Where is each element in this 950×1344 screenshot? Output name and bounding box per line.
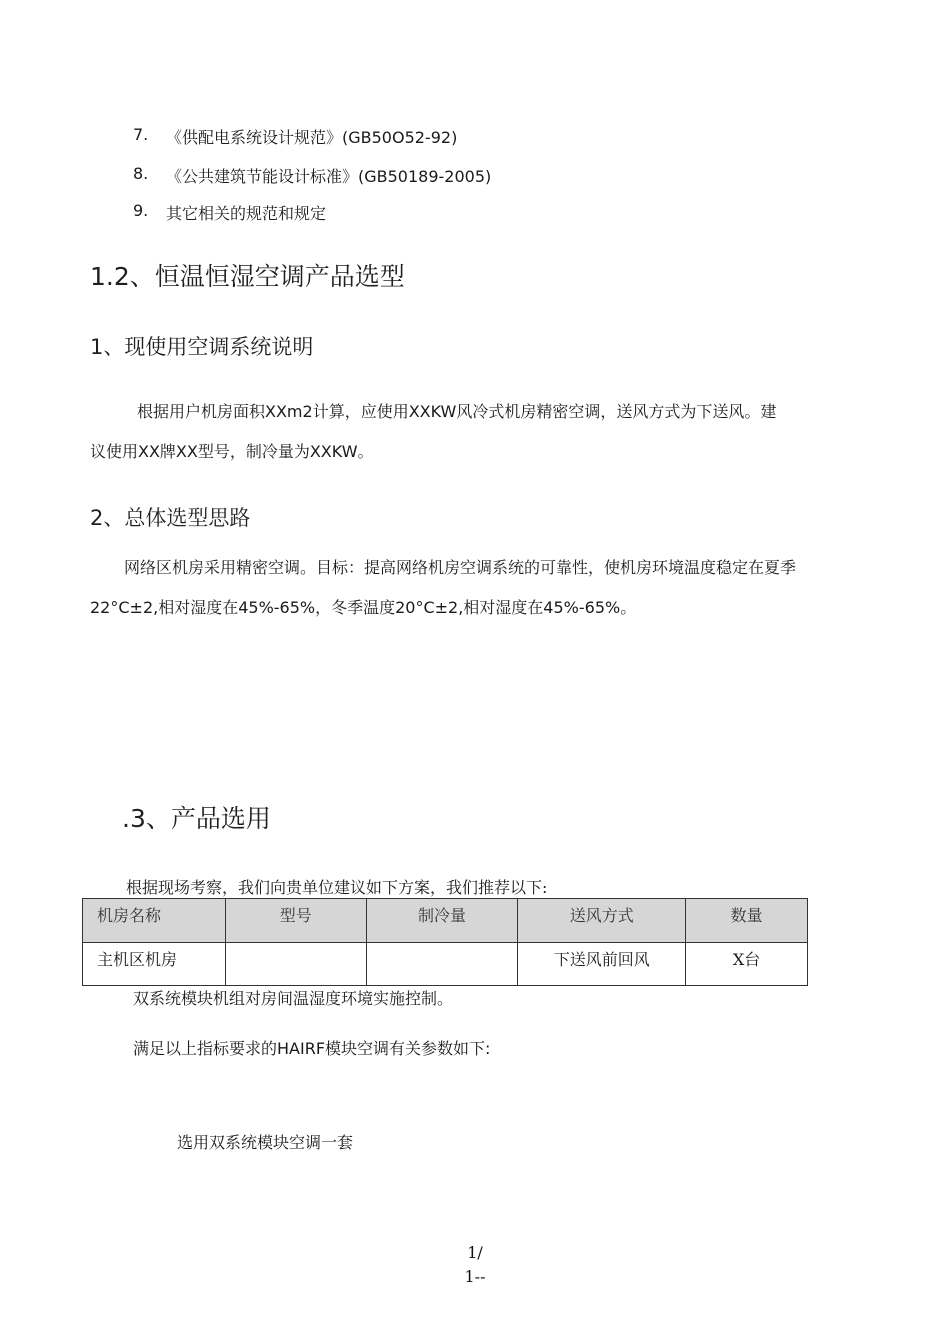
subsection-2-heading: 2、总体选型思路	[90, 506, 251, 530]
table-cell-air-supply-mode: 下送风前回风	[518, 943, 686, 986]
table-cell-quantity: X台	[686, 943, 808, 986]
table-header-cooling-capacity: 制冷量	[366, 899, 518, 943]
paragraph-5: 选用双系统模块空调一套	[177, 1133, 354, 1152]
list-item-9-text: 其它相关的规范和规定	[166, 204, 327, 223]
table-cell-room-name: 主机区机房	[83, 943, 226, 986]
paragraph-1-line-2: 议使用XX牌XX型号，制冷量为XXKW。	[90, 442, 374, 461]
list-item-8-text: 《公共建筑节能设计标准》(GB50189-2005)	[166, 167, 492, 186]
table-cell-cooling-capacity	[366, 943, 518, 986]
paragraph-4: 满足以上指标要求的HAIRF模块空调有关参数如下:	[133, 1039, 491, 1058]
table-header-quantity: 数量	[686, 899, 808, 943]
product-selection-table	[82, 898, 808, 986]
table-header-room-name: 机房名称	[83, 899, 226, 943]
page-number-line-2: 1--	[464, 1267, 486, 1286]
table-intro-text: 根据现场考察，我们向贵单位建议如下方案，我们推荐以下:	[126, 878, 548, 897]
table-header-air-supply-mode: 送风方式	[518, 899, 686, 943]
page-number-line-1: 1/	[467, 1243, 483, 1262]
list-item-7-text: 《供配电系统设计规范》(GB50O52-92)	[166, 128, 458, 147]
table-cell-model	[225, 943, 366, 986]
section-1-2-heading: 1.2、恒温恒湿空调产品选型	[90, 262, 405, 291]
table-header-row	[83, 899, 808, 943]
paragraph-2-line-1: 网络区机房采用精密空调。目标：提高网络机房空调系统的可靠性，使机房环境温度稳定在夏季	[124, 558, 797, 577]
table-header-model: 型号	[225, 899, 366, 943]
paragraph-3: 双系统模块机组对房间温湿度环境实施控制。	[133, 989, 454, 1008]
table-row	[83, 943, 808, 986]
list-item-8-number: 8.	[133, 164, 149, 183]
paragraph-1-line-1: 根据用户机房面积XXm2计算，应使用XXKW风冷式机房精密空调，送风方式为下送风。建	[137, 402, 777, 421]
subsection-1-heading: 1、现使用空调系统说明	[90, 335, 314, 359]
list-item-7-number: 7.	[133, 125, 149, 144]
paragraph-2-line-2: 22°C±2,相对湿度在45%-65%，冬季温度20°C±2,相对湿度在45%-65%。	[90, 598, 637, 617]
list-item-9-number: 9.	[133, 201, 149, 220]
section-1-3-heading: .3、产品选用	[122, 804, 271, 833]
